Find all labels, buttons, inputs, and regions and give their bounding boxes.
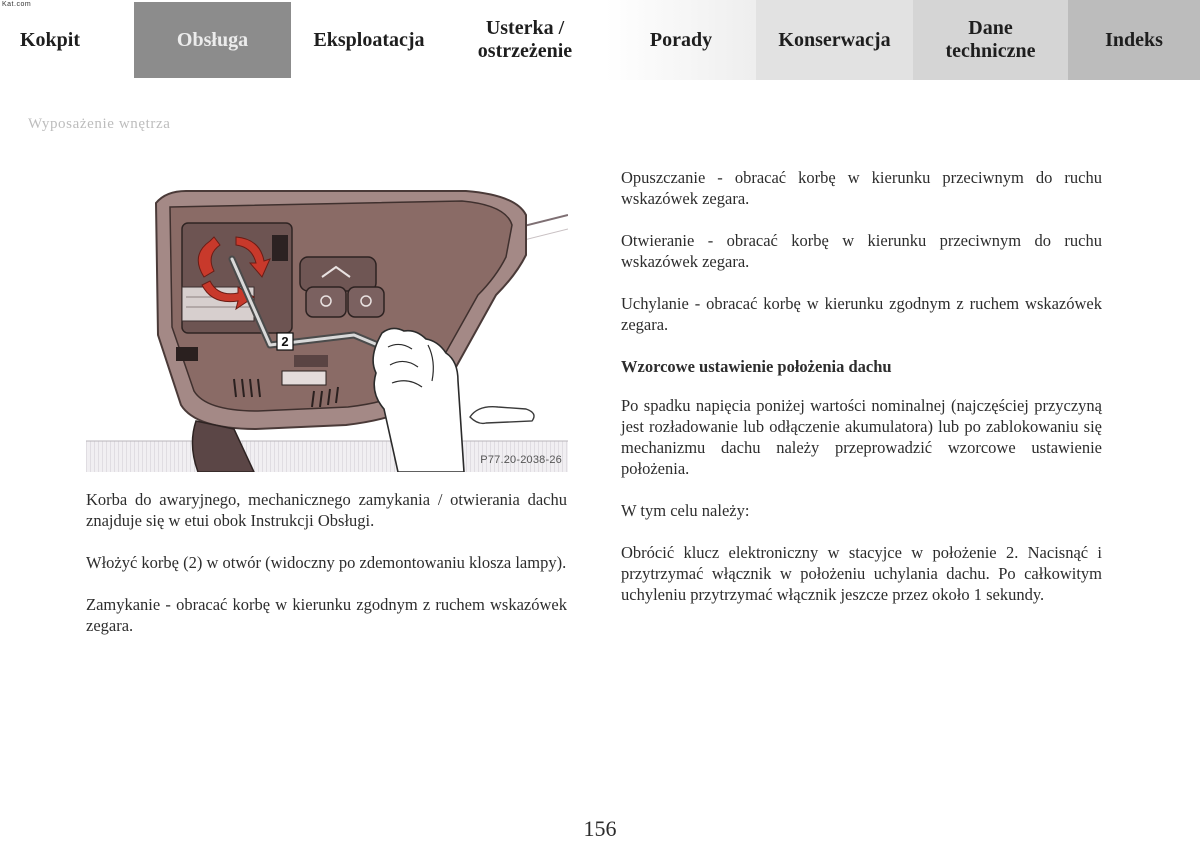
corner-watermark: Kat.com bbox=[2, 1, 32, 8]
tab-label-line-2: ostrzeżenie bbox=[477, 40, 573, 62]
tab-porady[interactable] bbox=[606, 0, 756, 80]
tab-label: Indeks bbox=[1105, 28, 1163, 51]
tab-usterka-ostrzezenie[interactable] bbox=[452, 0, 598, 80]
tab-konserwacja[interactable] bbox=[756, 0, 913, 80]
paragraph: Obrócić klucz elektroniczny w stacyjce w położenie 2. Nacisnąć i przytrzymać włącznik w położeniu uchylania dachu. Po całkowitym uchyleniu przytrzymać włącznik jeszcze przez około 1 sekundy. bbox=[621, 543, 1102, 604]
figure-code: P77.20-2038-26 bbox=[480, 454, 562, 466]
paragraph: W tym celu należy: bbox=[621, 501, 750, 520]
right-column bbox=[621, 167, 1102, 626]
tab-label-line-2: techniczne bbox=[945, 40, 1036, 62]
page-number: 156 bbox=[583, 816, 617, 841]
tab-kokpit[interactable] bbox=[0, 0, 100, 80]
tab-eksploatacja[interactable] bbox=[295, 0, 443, 80]
tab-obsluga[interactable] bbox=[134, 2, 291, 78]
callout-number: 2 bbox=[281, 334, 289, 349]
crank-illustration bbox=[86, 185, 568, 472]
chapter-navigation bbox=[0, 0, 1200, 80]
tab-label: Eksploatacja bbox=[313, 28, 425, 51]
crank-illustration-drawing bbox=[86, 185, 568, 472]
section-header: Wyposażenie wnętrza bbox=[28, 116, 171, 132]
tab-label: Obsługa bbox=[176, 28, 249, 51]
tab-label: Kokpit bbox=[19, 28, 81, 51]
paragraph: Po spadku napięcia poniżej wartości nominalnej (najczęściej przyczyną jest rozładowanie lub odłączenie akumulatora) lub po zablokowaniu się mechanizmu dachu należy przeprowadzić wzorcowe ustawienie położenia. bbox=[621, 396, 1102, 478]
section-heading: Wzorcowe ustawienie położenia dachu bbox=[621, 357, 892, 376]
paragraph: Włożyć korbę (2) w otwór (widoczny po zdemontowaniu klosza lampy). bbox=[86, 553, 567, 572]
tab-label: Porady bbox=[649, 28, 713, 51]
paragraph: Korba do awaryjnego, mechanicznego zamykania / otwierania dachu znajduje się w etui obok Instrukcji Obsługi. bbox=[86, 490, 567, 530]
paragraph: Otwieranie - obracać korbę w kierunku przeciwnym do ruchu wskazówek zegara. bbox=[621, 231, 1102, 271]
paragraph: Zamykanie - obracać korbę w kierunku zgodnym z ruchem wskazówek zegara. bbox=[86, 595, 567, 635]
tab-label-line-1: Dane bbox=[968, 17, 1013, 39]
paragraph: Opuszczanie - obracać korbę w kierunku przeciwnym do ruchu wskazówek zegara. bbox=[621, 168, 1102, 208]
tab-dane-techniczne[interactable] bbox=[913, 0, 1068, 80]
tab-label-line-1: Usterka / bbox=[485, 17, 565, 39]
tab-indeks[interactable] bbox=[1068, 0, 1200, 80]
paragraph: Uchylanie - obracać korbę w kierunku zgodnym z ruchem wskazówek zegara. bbox=[621, 294, 1102, 334]
left-column bbox=[86, 489, 567, 657]
tab-label: Konserwacja bbox=[778, 28, 891, 51]
